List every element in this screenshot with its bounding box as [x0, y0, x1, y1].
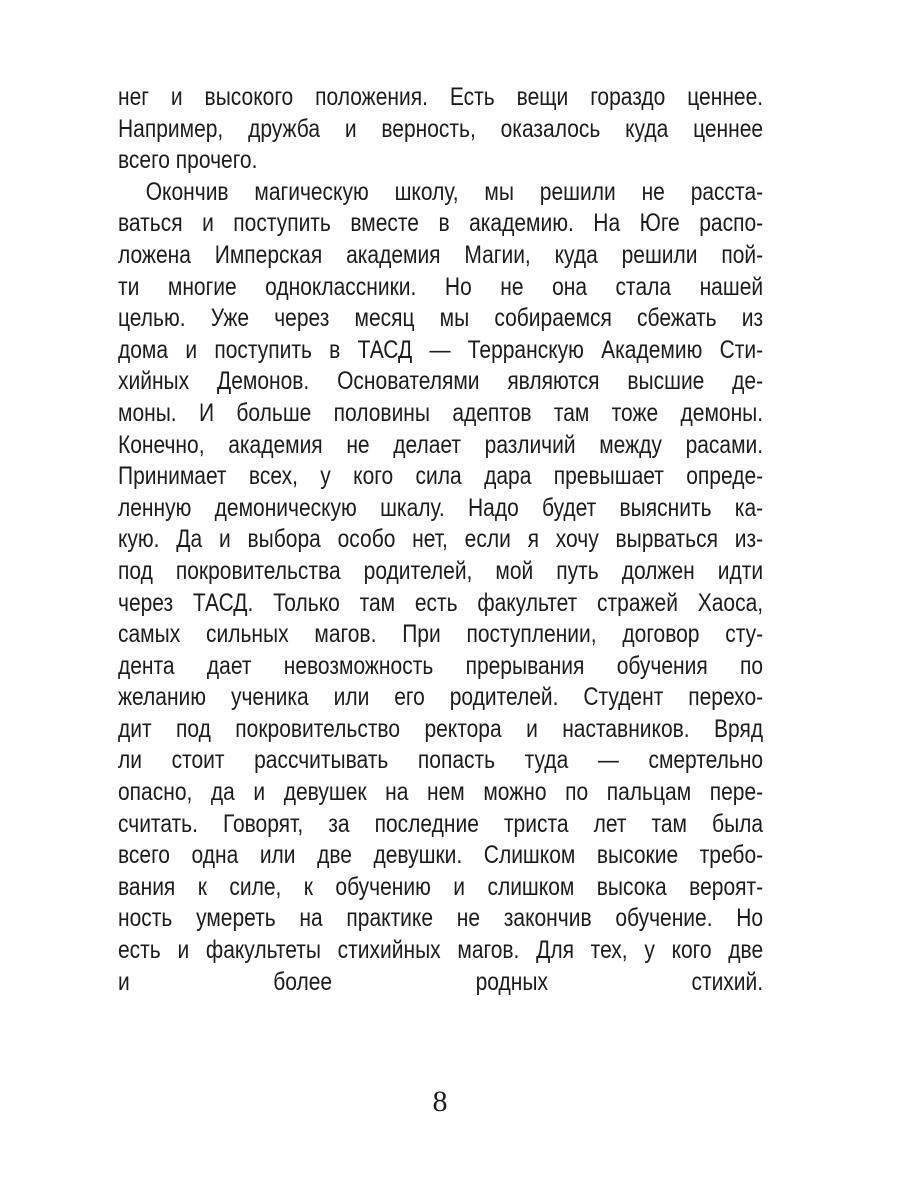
text-line: самых сильных магов. При поступлении, договор сту- [118, 620, 764, 649]
text-line: Конечно, академия не делает различий между расами. [118, 430, 764, 459]
body-text [118, 82, 763, 1061]
text-line: дента дает невозможность прерывания обучения по [118, 651, 764, 680]
text-line: желанию ученика или его родителей. Студент перехо- [118, 683, 764, 712]
text-line: и более родных стихий. [118, 967, 764, 996]
text-line [118, 1030, 763, 1062]
text-line: дит под покровительство ректора и наставников. Вряд [118, 714, 764, 743]
text-line: моны. И больше половины адептов там тоже демоны. [118, 398, 764, 427]
text-line: опасно, да и девушек на нем можно по пальцам пере- [118, 778, 764, 807]
text-line: дома и поступить в ТАСД — Терранскую Академию Сти- [118, 335, 764, 364]
text-line [118, 998, 763, 1030]
text-line: через ТАСД. Только там есть факультет стражей Хаоса, [118, 588, 764, 617]
text-line: вания к силе, к обучению и слишком высока вероят- [118, 872, 764, 901]
text-line: есть и факультеты стихийных магов. Для тех, у кого две [118, 936, 764, 965]
text-line: под покровительства родителей, мой путь должен идти [118, 556, 764, 585]
text-line: Окончив магическую школу, мы решили не расста- [145, 177, 764, 206]
text-line: ти многие одноклассники. Но не она стала нашей [118, 272, 764, 301]
text-line: ваться и поступить вместе в академию. На Юге распо- [118, 209, 764, 238]
text-line: Например, дружба и верность, оказалось куда ценнее [118, 114, 764, 143]
text-line: Принимает всех, у кого сила дара превышает опреде- [118, 462, 764, 491]
text-line: ли стоит рассчитывать попасть туда — смертельно [118, 746, 764, 775]
text-line: кую. Да и выбора особо нет, если я хочу вырваться из- [118, 525, 764, 554]
text-line: ность умереть на практике не закончив обучение. Но [118, 904, 764, 933]
text-line: ленную демоническую шкалу. Надо будет выяснить ка- [118, 493, 764, 522]
text-line: всего одна или две девушки. Слишком высокие требо- [118, 841, 764, 870]
text-line: считать. Говорят, за последние триста лет там была [118, 809, 764, 838]
text-line: хийных Демонов. Основателями являются высшие де- [118, 367, 764, 396]
text-line: ложена Имперская академия Магии, куда решили пой- [118, 240, 764, 269]
text-line: нег и высокого положения. Есть вещи гораздо ценнее. [118, 83, 764, 111]
text-line: всего прочего. [118, 146, 258, 175]
text-line: целью. Уже через месяц мы собираемся сбежать из [118, 304, 764, 333]
page-number: 8 [432, 1085, 448, 1118]
